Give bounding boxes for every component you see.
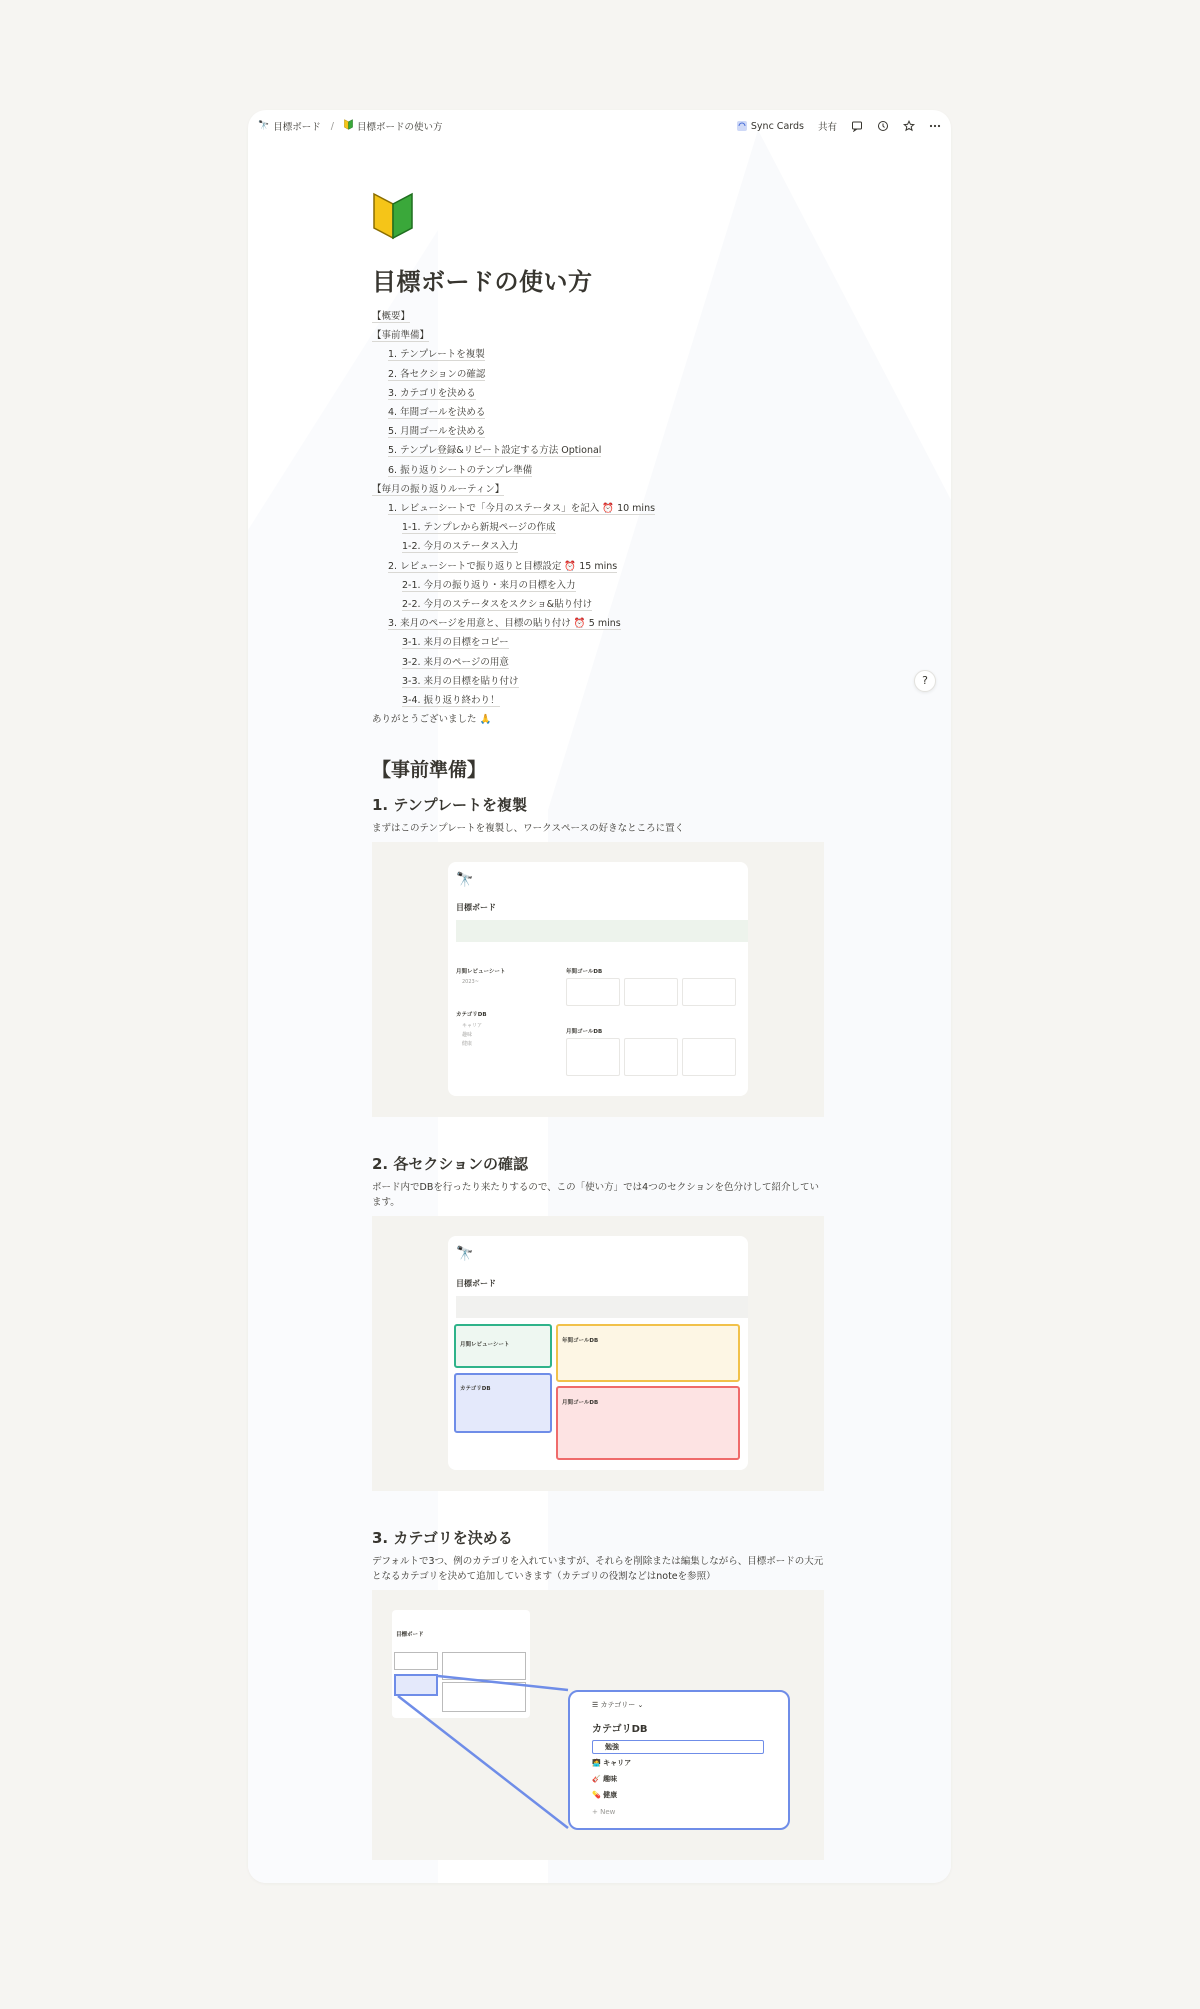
more-icon[interactable] bbox=[929, 120, 941, 132]
mock-monthly-review: 月間レビューシート bbox=[456, 969, 506, 976]
mock-category-db: カテゴリDB bbox=[460, 1386, 491, 1393]
category-item[interactable]: 🎸 趣味 bbox=[592, 1775, 618, 1784]
beginner-mark-icon bbox=[344, 119, 353, 133]
toc-item[interactable]: 1. レビューシートで「今月のステータス」を記入 ⏰ 10 mins bbox=[388, 503, 656, 515]
share-button[interactable]: 共有 bbox=[817, 122, 837, 133]
mock-annual-goal-db: 年間ゴールDB bbox=[566, 969, 603, 976]
category-db-title: カテゴリDB bbox=[592, 1724, 648, 1736]
step1-screenshot bbox=[372, 842, 824, 1117]
toc-item[interactable]: 2. 各セクションの確認 bbox=[388, 368, 486, 380]
mock-year-item: 2023~ bbox=[462, 979, 479, 986]
new-button[interactable]: + New bbox=[592, 1808, 616, 1817]
mock-category-item: 健康 bbox=[462, 1041, 473, 1048]
breadcrumb-current[interactable]: 目標ボードの使い方 bbox=[356, 122, 443, 133]
toc-item[interactable]: 4. 年間ゴールを決める bbox=[388, 407, 486, 419]
step2-heading: 2. 各セクションの確認 bbox=[372, 1155, 529, 1174]
mock-category-item: 趣味 bbox=[462, 1032, 473, 1039]
mock-board-card bbox=[448, 862, 748, 1096]
breadcrumb bbox=[258, 119, 442, 133]
page-title: 目標ボードの使い方 bbox=[372, 268, 593, 296]
category-item-editing[interactable]: 勉強 bbox=[592, 1740, 764, 1754]
section-heading-prep: 【事前準備】 bbox=[372, 759, 487, 782]
category-item[interactable]: 💊 健康 bbox=[592, 1791, 618, 1800]
step3-body: デフォルトで3つ、例のカテゴリを入れていますが、それらを削除または編集しながら、目標ボードの大元となるカテゴリを決めて追加していきます（カテゴリの役割などはnoteを参照） bbox=[372, 1556, 824, 1583]
step1-heading: 1. テンプレートを複製 bbox=[372, 796, 528, 815]
toc-item[interactable]: 3-4. 振り返り終わり！ bbox=[402, 695, 500, 707]
category-db-view-tab[interactable]: ☰ カテゴリー ⌄ bbox=[592, 1701, 644, 1710]
telescope-icon: 🔭 bbox=[456, 872, 474, 889]
breadcrumb-separator: / bbox=[330, 120, 334, 132]
mock-callout bbox=[456, 920, 748, 942]
star-icon[interactable] bbox=[903, 120, 915, 132]
step3-screenshot bbox=[372, 1590, 824, 1860]
toc-item[interactable]: 2. レビューシートで振り返りと目標設定 ⏰ 15 mins bbox=[388, 560, 618, 572]
category-db-zoom bbox=[568, 1690, 790, 1830]
toc-item[interactable]: 2-1. 今月の振り返り・来月の目標を入力 bbox=[402, 579, 576, 591]
toc-item[interactable]: 1-2. 今月のステータス入力 bbox=[402, 541, 519, 553]
telescope-icon: 🔭 bbox=[456, 1246, 474, 1263]
step2-screenshot bbox=[372, 1216, 824, 1491]
toc-item[interactable]: 3. 来月のページを用意と、目標の貼り付け ⏰ 5 mins bbox=[388, 618, 621, 630]
telescope-icon: 🔭 bbox=[258, 121, 270, 131]
table-of-contents bbox=[372, 307, 824, 710]
toc-item[interactable]: 1. テンプレートを複製 bbox=[388, 349, 485, 361]
mock-board-card bbox=[448, 1236, 748, 1470]
toc-item[interactable]: 2-2. 今月のステータスをスクショ&貼り付け bbox=[402, 599, 593, 611]
step3-heading: 3. カテゴリを決める bbox=[372, 1529, 513, 1548]
mock-monthly-cards bbox=[566, 1038, 742, 1082]
comment-icon[interactable] bbox=[851, 120, 863, 132]
mock-board-title: 目標ボード bbox=[396, 1632, 424, 1639]
clock-icon[interactable] bbox=[877, 120, 889, 132]
mock-board-title: 目標ボード bbox=[456, 903, 496, 913]
category-item[interactable]: 🧑‍💻 キャリア bbox=[592, 1759, 632, 1768]
toc-item[interactable]: 3-2. 来月のページの用意 bbox=[402, 656, 509, 668]
mock-callout bbox=[456, 1296, 748, 1318]
toc-item[interactable]: 【毎月の振り返りルーティン】 bbox=[372, 483, 505, 495]
help-button[interactable]: ? bbox=[914, 670, 936, 692]
toc-item[interactable]: 【事前準備】 bbox=[372, 330, 430, 342]
page-content bbox=[372, 190, 824, 1860]
mock-annual-cards bbox=[566, 978, 742, 1012]
mock-category-item: キャリア bbox=[462, 1023, 483, 1030]
mock-monthly-goal-db: 月間ゴールDB bbox=[562, 1400, 599, 1407]
toc-item[interactable]: 5. 月間ゴールを決める bbox=[388, 426, 486, 438]
beginner-mark-icon[interactable] bbox=[372, 190, 414, 240]
page-window bbox=[248, 110, 951, 1883]
toc-item[interactable]: 【概要】 bbox=[372, 311, 411, 322]
step1-body: まずはこのテンプレートを複製し、ワークスペースの好きなところに置く bbox=[372, 823, 685, 835]
mock-category-db: カテゴリDB bbox=[456, 1012, 487, 1019]
toc-item[interactable]: 5. テンプレ登録&リピート設定する方法 Optional bbox=[388, 445, 602, 457]
breadcrumb-root[interactable]: 目標ボード bbox=[273, 122, 321, 133]
mock-board-title: 目標ボード bbox=[456, 1279, 496, 1289]
toc-item[interactable]: 3. カテゴリを決める bbox=[388, 387, 476, 399]
toc-item[interactable]: 3-3. 来月の目標を貼り付け bbox=[402, 675, 519, 687]
thanks-text: ありがとうございました 🙏 bbox=[372, 714, 492, 726]
step2-body: ボード内でDBを行ったり来たりするので、この「使い方」では4つのセクションを色分けして紹介しています。 bbox=[372, 1182, 819, 1209]
mock-monthly-review: 月間レビューシート bbox=[460, 1342, 510, 1349]
toc-item[interactable]: 3-1. 来月の目標をコピー bbox=[402, 637, 509, 649]
toc-item[interactable]: 6. 振り返りシートのテンプレ準備 bbox=[388, 464, 533, 476]
sync-cards-button[interactable] bbox=[736, 120, 804, 132]
section-box-annual bbox=[556, 1324, 740, 1382]
toc-item[interactable]: 1-1. テンプレから新規ページの作成 bbox=[402, 522, 556, 534]
mock-monthly-goal-db: 月間ゴールDB bbox=[566, 1029, 603, 1036]
sync-cards-label: Sync Cards bbox=[750, 120, 804, 132]
top-bar bbox=[248, 110, 951, 142]
sync-icon bbox=[736, 120, 748, 132]
mock-annual-goal-db: 年間ゴールDB bbox=[562, 1338, 599, 1345]
section-box-category bbox=[454, 1373, 552, 1433]
